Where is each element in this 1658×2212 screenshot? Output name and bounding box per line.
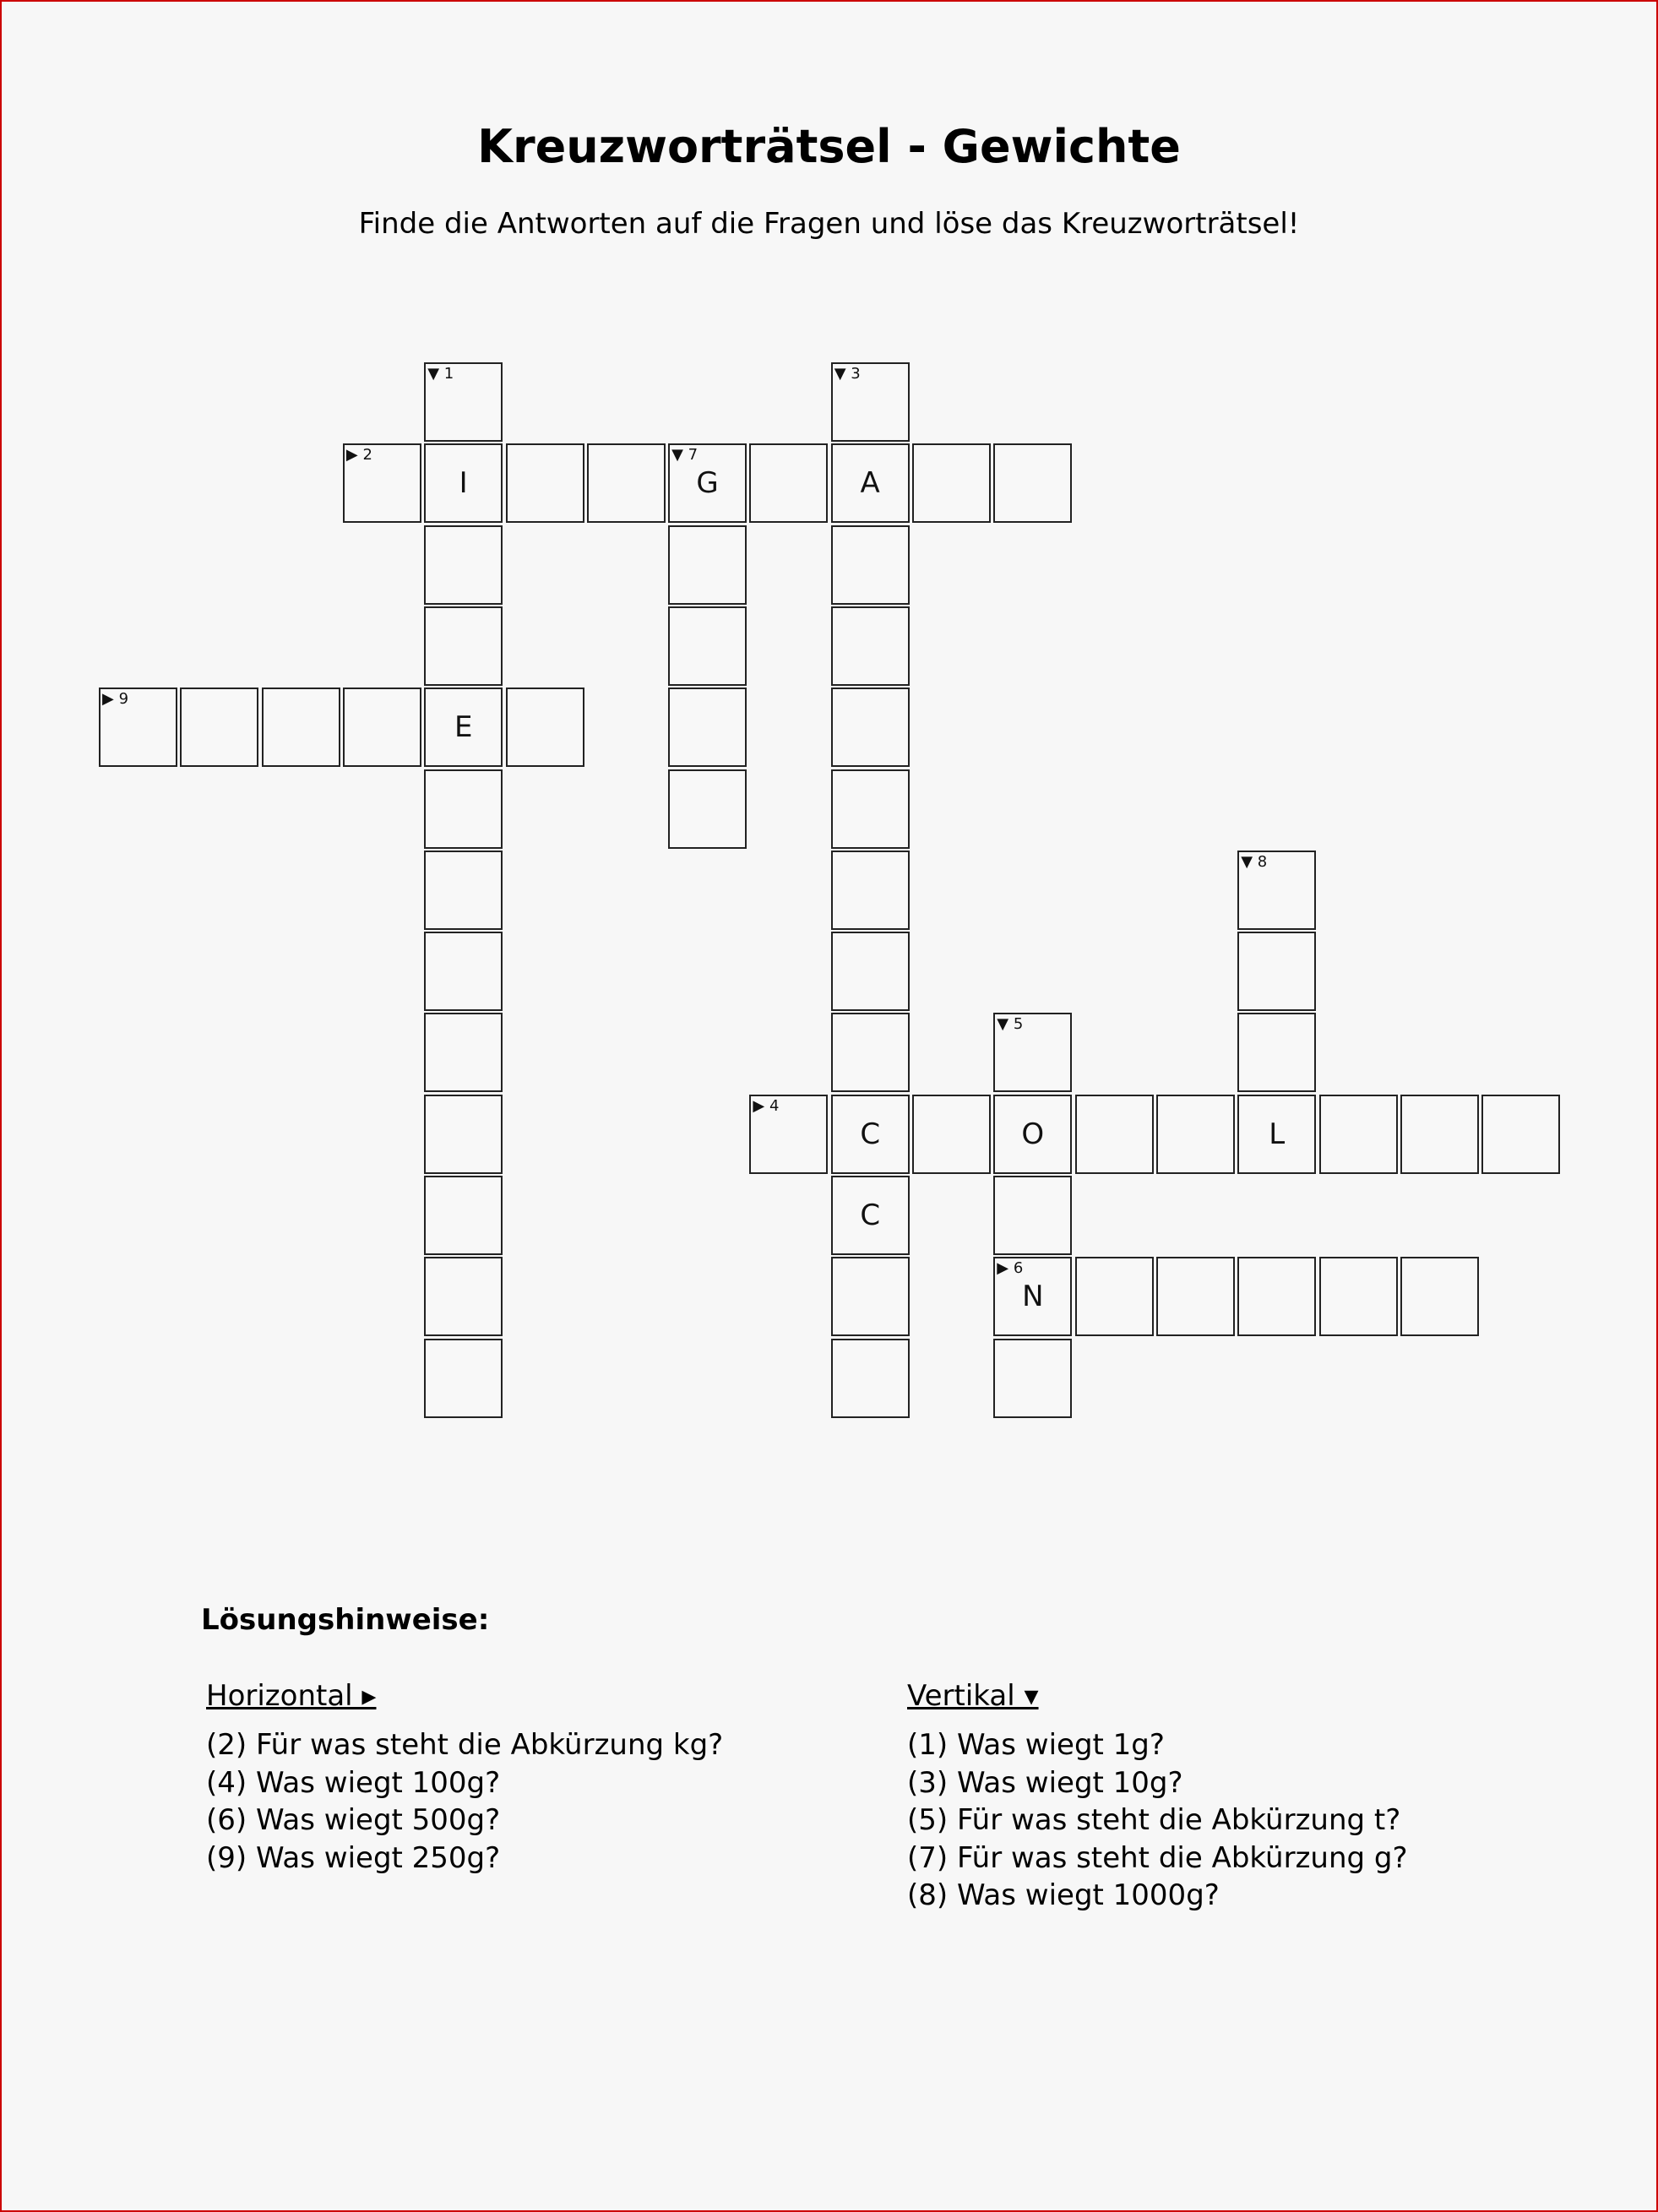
across-clues [206, 1677, 723, 1877]
given-letter: C [860, 1198, 881, 1232]
crossword-cell[interactable] [424, 362, 503, 442]
crossword-cell[interactable] [99, 688, 177, 767]
crossword-cell[interactable] [831, 769, 910, 849]
clue-number: ▶ 4 [753, 1096, 780, 1115]
crossword-cell[interactable] [668, 769, 747, 849]
clue-number: ▼ 7 [671, 446, 699, 465]
crossword-cell[interactable] [993, 443, 1072, 523]
crossword-cell[interactable] [668, 525, 747, 605]
down-clue: (5) Für was steht die Abkürzung t? [907, 1803, 1401, 1837]
crossword-cell[interactable] [1156, 1257, 1235, 1336]
given-letter: G [696, 466, 719, 501]
clue-number: ▶ 6 [997, 1259, 1024, 1278]
crossword-cell[interactable] [831, 362, 910, 442]
crossword-cell[interactable] [424, 851, 503, 930]
crossword-cell[interactable] [831, 932, 910, 1011]
clue-number: ▼ 5 [997, 1015, 1024, 1034]
down-clues [907, 1677, 1408, 1915]
crossword-cell[interactable] [424, 1339, 503, 1418]
crossword-cell[interactable] [1237, 1095, 1316, 1174]
crossword-grid [2, 2, 1656, 1522]
given-letter: O [1021, 1117, 1045, 1151]
crossword-cell[interactable] [993, 1339, 1072, 1418]
crossword-cell[interactable] [831, 525, 910, 605]
across-clue: (2) Für was steht die Abkürzung kg? [206, 1728, 724, 1762]
given-letter: N [1022, 1280, 1044, 1314]
crossword-cell[interactable] [1237, 1013, 1316, 1092]
crossword-cell[interactable] [424, 1176, 503, 1255]
clue-number: ▼ 3 [834, 365, 861, 383]
crossword-cell[interactable] [993, 1257, 1072, 1336]
clue-number: ▶ 9 [102, 690, 129, 709]
crossword-cell[interactable] [424, 769, 503, 849]
crossword-cell[interactable] [831, 1013, 910, 1092]
crossword-cell[interactable] [1400, 1095, 1479, 1174]
given-letter: C [860, 1117, 881, 1151]
down-clue: (7) Für was steht die Abkürzung g? [907, 1840, 1408, 1875]
crossword-cell[interactable] [831, 1176, 910, 1255]
across-heading: Horizontal ▸ [206, 1679, 377, 1713]
crossword-cell[interactable] [1237, 932, 1316, 1011]
crossword-cell[interactable] [180, 688, 258, 767]
crossword-cell[interactable] [912, 1095, 991, 1174]
crossword-cell[interactable] [343, 443, 421, 523]
crossword-cell[interactable] [262, 688, 340, 767]
crossword-cell[interactable] [831, 606, 910, 686]
crossword-cell[interactable] [424, 932, 503, 1011]
clue-number: ▶ 2 [345, 446, 372, 465]
crossword-cell[interactable] [993, 1013, 1072, 1092]
crossword-cell[interactable] [1481, 1095, 1560, 1174]
crossword-cell[interactable] [993, 1095, 1072, 1174]
crossword-cell[interactable] [1237, 1257, 1316, 1336]
crossword-cell[interactable] [1319, 1095, 1398, 1174]
crossword-cell[interactable] [749, 443, 828, 523]
crossword-cell[interactable] [424, 1257, 503, 1336]
crossword-cell[interactable] [506, 443, 584, 523]
crossword-cell[interactable] [1156, 1095, 1235, 1174]
crossword-cell[interactable] [1075, 1257, 1154, 1336]
down-heading: Vertikal ▾ [907, 1679, 1039, 1713]
crossword-cell[interactable] [424, 525, 503, 605]
crossword-cell[interactable] [668, 688, 747, 767]
down-clue: (1) Was wiegt 1g? [907, 1728, 1165, 1762]
crossword-cell[interactable] [831, 1257, 910, 1336]
page-subtitle: Finde die Antworten auf die Fragen und löse das Kreuzworträtsel! [358, 207, 1300, 241]
clue-number: ▼ 1 [427, 365, 454, 383]
crossword-cell[interactable] [424, 1095, 503, 1174]
page-title: Kreuzworträtsel - Gewichte [477, 120, 1181, 173]
crossword-cell[interactable] [831, 851, 910, 930]
crossword-cell[interactable] [587, 443, 666, 523]
across-clue: (4) Was wiegt 100g? [206, 1765, 501, 1800]
crossword-cell[interactable] [831, 1339, 910, 1418]
crossword-cell[interactable] [831, 443, 910, 523]
crossword-cell[interactable] [343, 688, 421, 767]
crossword-cell[interactable] [424, 1013, 503, 1092]
crossword-cell[interactable] [506, 688, 584, 767]
hints-heading: Lösungshinweise: [201, 1603, 490, 1637]
down-clue: (3) Was wiegt 10g? [907, 1765, 1183, 1800]
given-letter: A [860, 466, 880, 501]
across-clue: (6) Was wiegt 500g? [206, 1803, 501, 1837]
crossword-cell[interactable] [831, 688, 910, 767]
crossword-cell[interactable] [749, 1095, 828, 1174]
crossword-cell[interactable] [668, 443, 747, 523]
crossword-cell[interactable] [1319, 1257, 1398, 1336]
given-letter: E [454, 710, 473, 745]
crossword-cell[interactable] [831, 1095, 910, 1174]
crossword-cell[interactable] [993, 1176, 1072, 1255]
crossword-cell[interactable] [1237, 851, 1316, 930]
down-clue: (8) Was wiegt 1000g? [907, 1878, 1220, 1912]
crossword-cell[interactable] [1400, 1257, 1479, 1336]
crossword-cell[interactable] [912, 443, 991, 523]
crossword-cell[interactable] [668, 606, 747, 686]
crossword-cell[interactable] [424, 606, 503, 686]
crossword-cell[interactable] [424, 443, 503, 523]
crossword-cell[interactable] [424, 688, 503, 767]
given-letter: I [459, 466, 468, 501]
crossword-cell[interactable] [1075, 1095, 1154, 1174]
given-letter: L [1269, 1117, 1286, 1151]
across-clue: (9) Was wiegt 250g? [206, 1840, 501, 1875]
clue-number: ▼ 8 [1241, 852, 1268, 871]
